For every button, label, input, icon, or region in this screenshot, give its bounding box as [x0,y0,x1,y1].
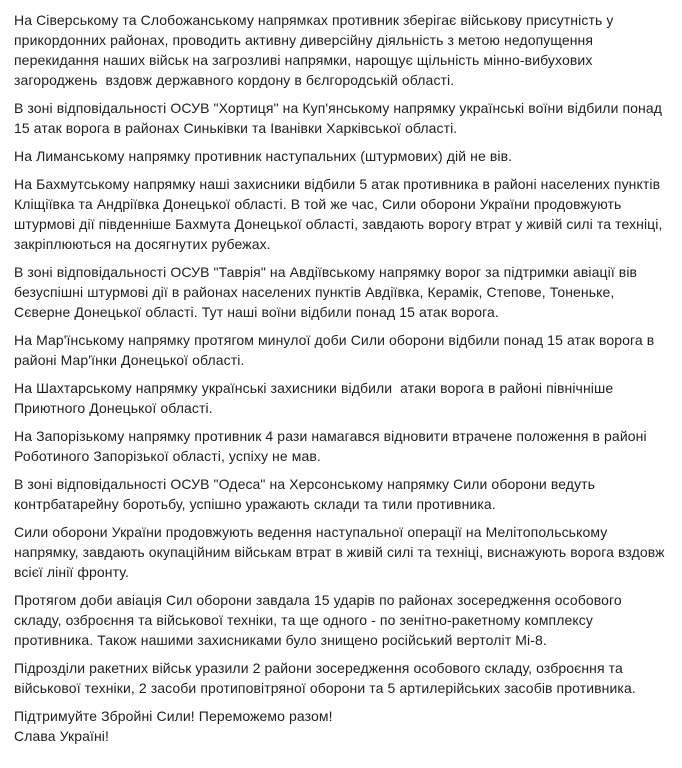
post-paragraph: Протягом доби авіація Сил оборони завдала 15 ударів по районах зосередження особового складу, озброєння та військової техніки, та ще одного - по зенітно-ракетному комплексу противника. Також нашими захисниками було знищено російський вертоліт Мі-8. [14,592,626,648]
post-paragraph: На Мар'їнському напрямку протягом минулої доби Сили оборони відбили понад 15 атак ворога в районі Мар'їнки Донецької області. [14,332,659,368]
post-paragraph: В зоні відповідальності ОСУВ "Хортиця" на Куп'янському напрямку українські воїни відбили понад 15 атак ворога в районах Синьківки та Іванівки Харківської області. [14,100,667,136]
post-paragraph: Підрозділи ракетних військ уразили 2 райони зосередження особового складу, озброєння та військової техніки, 2 засоби протиповітряної оборони та 5 артилерійських засобів противника. [14,660,636,696]
post-paragraph: На Сіверському та Слобожанському напрямках противник зберігає військову присутність у прикордонних районах, проводить активну диверсійну діяльність з метою недопущення перекидання наших військ на загрозливі напрямки, нарощує щільність мінно-вибухових загороджень вздовж державного кордону в бєлгородській області. [14,12,618,88]
post-paragraph: На Запорізькому напрямку противник 4 рази намагався відновити втрачене положення в районі Роботиного Запорізької області, успіху не мав. [14,428,651,464]
post-paragraph: В зоні відповідальності ОСУВ "Таврія" на Авдіївському напрямку ворог за підтримки авіації вів безуспішні штурмові дії в районах населених пунктів Авдіївка, Керамік, Степове, Тоненьке, Сєверне Донецької області. Тут наші воїни відбили понад 15 атак ворога. [14,264,642,320]
post-paragraphs [14,10,668,746]
post-paragraph: На Лиманському напрямку противник наступальних (штурмових) дій не вів. [14,148,513,164]
post-paragraph: В зоні відповідальності ОСУВ "Одеса" на Херсонському напрямку Сили оборони ведуть контрбатарейну боротьбу, успішно уражають склади та тили противника. [14,476,600,512]
post-paragraph: На Бахмутському напрямку наші захисники відбили 5 атак противника в районі населених пунктів Кліщіївка та Андріївка Донецької області. В той же час, Сили оборони України продовжують штурмові дії південніше Бахмута Донецької області, завдають ворогу втрат у живій силі та техніці, закріплюються на досягнутих рубежах. [14,176,667,252]
post-paragraph: Сили оборони України продовжують ведення наступальної операції на Мелітопольському напрямку, завдають окупаційним військам втрат в живій силі та техніці, виснажують ворога вздовж всієї лінії фронту. [14,524,669,580]
post-paragraph: Підтримуйте Збройні Сили! Переможемо разом! Слава Україні! [14,708,333,744]
post-paragraph: На Шахтарському напрямку українські захисники відбили атаки ворога в районі північніше Приютного Донецької області. [14,380,618,416]
